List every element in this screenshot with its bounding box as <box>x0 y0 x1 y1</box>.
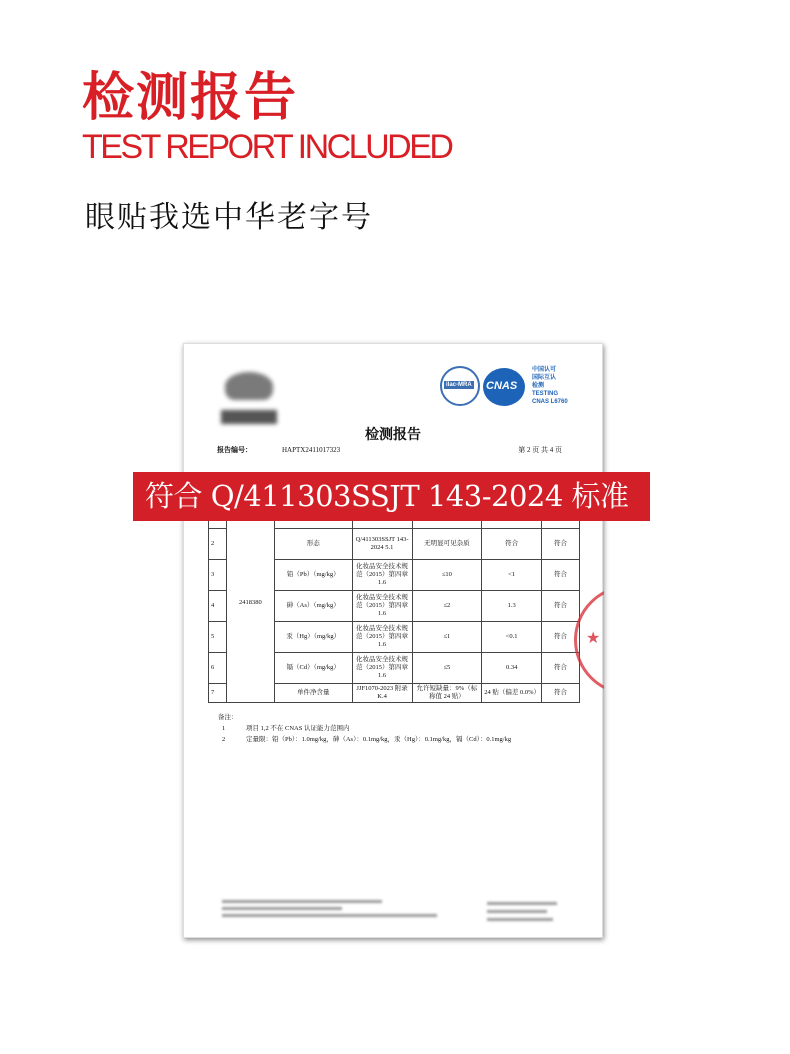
table-row: 6 镉（Cd）（mg/kg） 化妆品安全技术规范（2015）第四章 1.6 ≤5 0.34 符合 <box>209 653 580 684</box>
blurred-company-logo <box>219 366 279 428</box>
table-row: 4 砷（As）（mg/kg） 化妆品安全技术规范（2015）第四章 1.6 ≤2 1.3 符合 <box>209 591 580 622</box>
heading-english: TEST REPORT INCLUDED <box>82 128 452 166</box>
heading-chinese: 检测报告 <box>82 67 299 128</box>
blurred-footer <box>222 900 572 928</box>
notes-label: 备注： <box>218 714 238 721</box>
page-info: 第 2 页 共 4 页 <box>518 446 562 454</box>
cnas-accreditation-text: 中国认可 国际互认 检测 TESTING CNAS L6760 <box>532 367 568 405</box>
report-title: 检测报告 <box>365 427 421 443</box>
note-item: 2 定量限：铅（Pb）：1.0mg/kg，砷（As）：0.1mg/kg，汞（Hg）：0.1mg/kg，镉（Cd）：0.1mg/kg <box>222 736 512 743</box>
cnas-logo: CNAS <box>483 368 525 406</box>
results-table <box>208 502 580 703</box>
ilac-mra-logo: ilac-MRA <box>440 366 480 406</box>
note-item: 1 项目 1,2 不在 CNAS 认证能力范围内 <box>222 725 350 732</box>
table-row: 7 单件净含量 JJF1070-2023 附录 K.4 允许短缺量：9%（标称值 24 贴） 24 贴（偏差 0.0%） 符合 <box>209 684 580 703</box>
report-document <box>183 343 603 938</box>
sample-id-cell: 2418380 <box>226 503 274 703</box>
standard-compliance-banner: 符合 Q/411303SSJT 143-2024 标准 <box>133 472 650 521</box>
table-row: 2 形态 Q/411303SSJT 143-2024 5.1 无明显可见杂质 符合 符合 <box>209 529 580 560</box>
table-row: 5 汞（Hg）（mg/kg） 化妆品安全技术规范（2015）第四章 1.6 ≤1 <0.1 符合 <box>209 622 580 653</box>
report-notes <box>218 712 511 745</box>
tagline: 眼贴我选中华老字号 <box>85 200 373 235</box>
table-row: 3 铅（Pb）（mg/kg） 化妆品安全技术规范（2015）第四章 1.6 ≤10 <1 符合 <box>209 560 580 591</box>
report-number: 报告编号： HAPTX2411017323 <box>217 446 341 454</box>
red-seal-stamp: ★ <box>572 585 604 695</box>
